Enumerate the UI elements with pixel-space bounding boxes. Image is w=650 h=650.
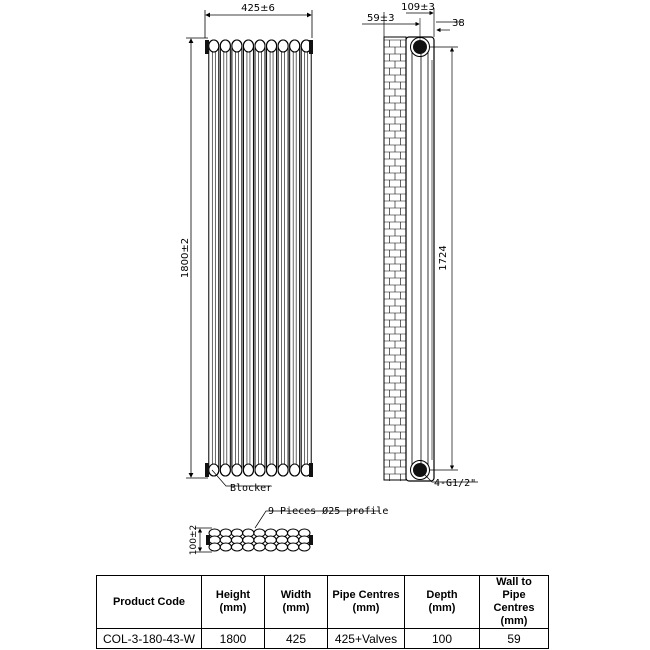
top-left-cap [205,40,209,54]
top-tube-1 [209,529,220,551]
bottom-left-cap [205,463,209,477]
column-8 [290,40,300,476]
pipe-centres-dim-label: 1724 [438,245,449,271]
column-9 [301,40,311,476]
column-1 [209,40,219,476]
table-header-row [97,576,549,629]
depth-dim-label: 109±3 [401,2,435,13]
top-tube-6 [265,529,276,551]
width-dim-label: 425±6 [241,3,275,14]
side-view [362,2,478,489]
top-right-cap [309,40,313,54]
top-depth-dim-label: 100±2 [189,524,199,556]
cell-depth: 100 [405,629,480,649]
top-valve [413,40,427,54]
radiator-profile [406,37,434,481]
column-7 [278,40,288,476]
column-4 [243,40,253,476]
cell-pipe-centres: 425+Valves [328,629,405,649]
top-view [189,505,388,555]
header-wall-to-pipe: Wall to Pipe Centres (mm) [480,576,549,629]
top-tube-7 [276,529,287,551]
connection-label: 4-G1/2" [434,478,477,489]
top-tube-8 [288,529,299,551]
top-tube-5 [254,529,265,551]
tube-dim-label: 38 [452,18,465,29]
top-view-left-cap [206,535,210,545]
top-profile [206,529,313,551]
top-tube-4 [243,529,254,551]
blocker-label: Blocker [230,483,273,494]
top-view-right-cap [309,535,313,545]
header-depth: Depth (mm) [405,576,480,629]
top-tube-3 [231,529,242,551]
header-product-code: Product Code [97,576,202,629]
header-pipe-centres: Pipe Centres (mm) [328,576,405,629]
front-view [180,3,313,494]
cell-height: 1800 [202,629,265,649]
spec-table [96,575,549,649]
profile-label: 9 Pieces Ø25 profile [268,506,389,517]
height-dim-label: 1800±2 [180,237,191,279]
header-height: Height (mm) [202,576,265,629]
top-tube-2 [220,529,231,551]
header-width: Width (mm) [265,576,328,629]
bottom-right-cap [309,463,313,477]
cell-wall-to-pipe: 59 [480,629,549,649]
radiator-columns [205,40,313,477]
cell-product-code: COL-3-180-43-W [97,629,202,649]
column-6 [267,40,277,476]
column-3 [232,40,242,476]
top-tube-9 [299,529,310,551]
cell-width: 425 [265,629,328,649]
column-5 [255,40,265,476]
wall-centre-dim-label: 59±3 [367,13,395,24]
table-row [97,629,549,649]
column-2 [220,40,230,476]
